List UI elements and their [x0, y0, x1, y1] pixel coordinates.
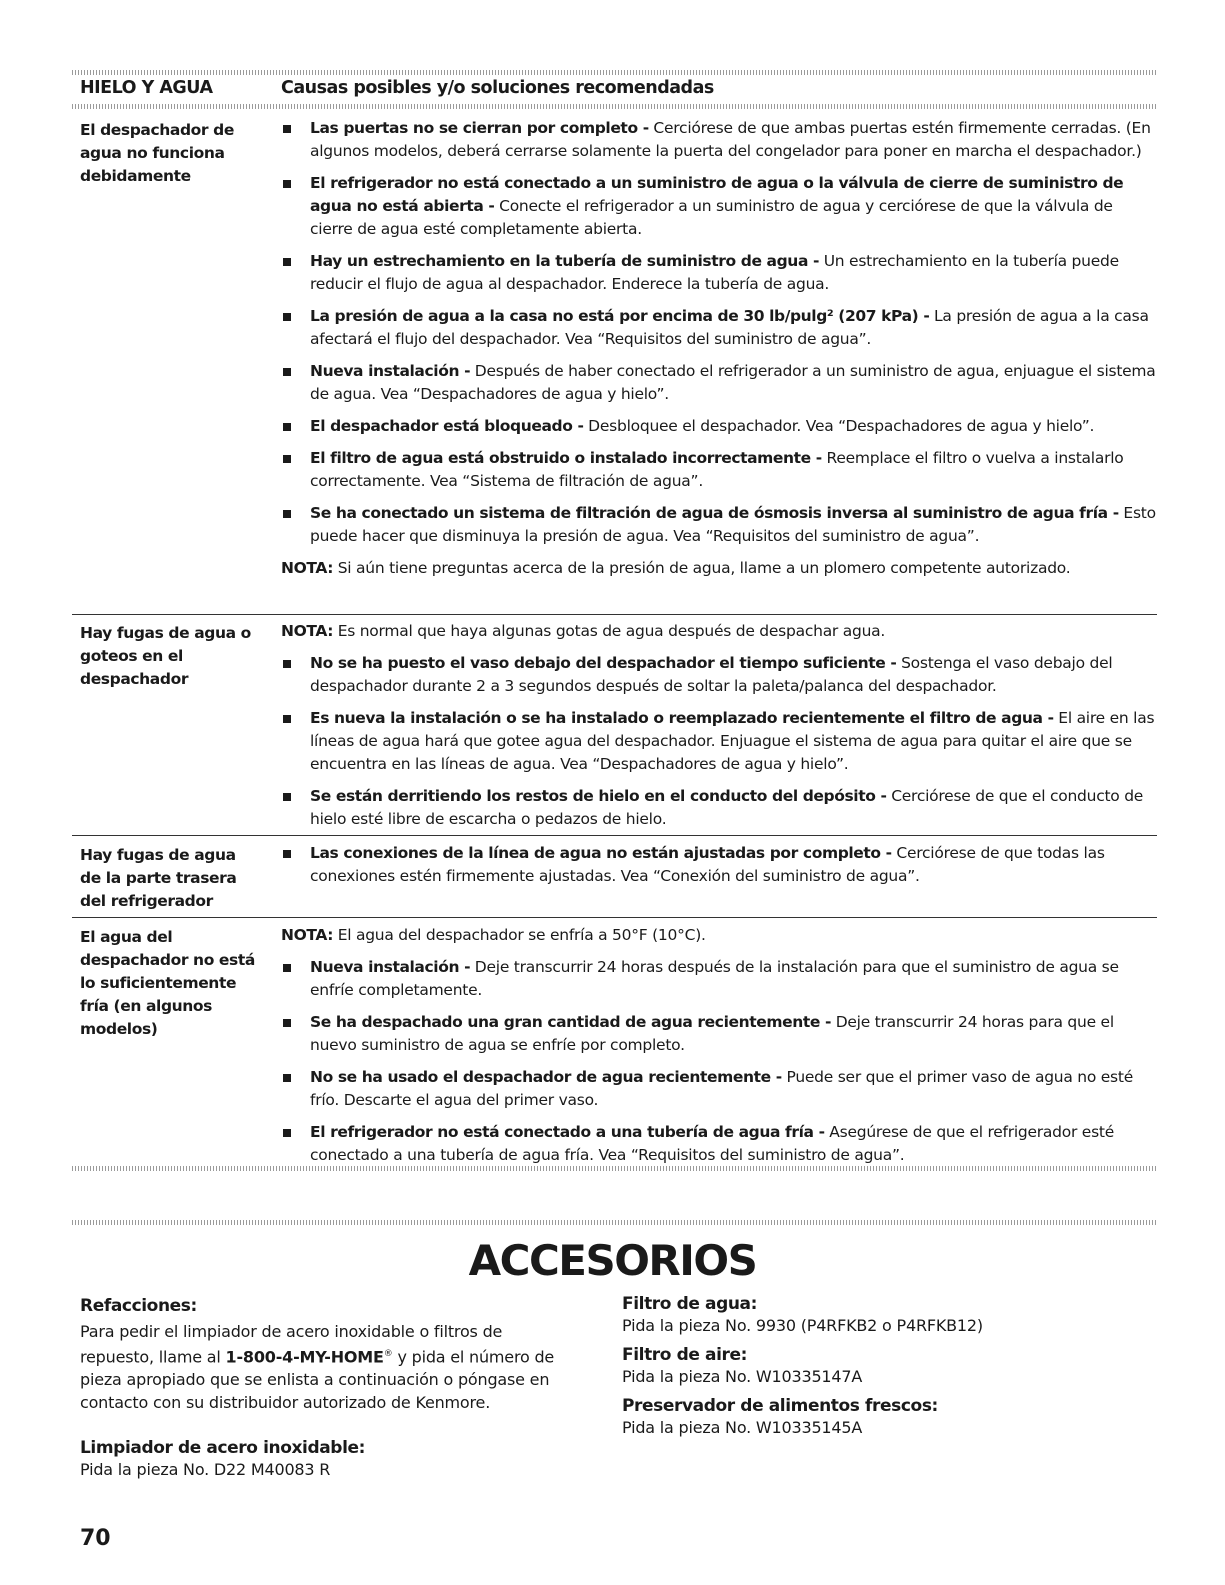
- solution-item: [281, 250, 1157, 296]
- solution-text: Cerciórese de que ambas puertas estén firmemente cerradas. (En algunos modelos, deberá cerrarse solamente la puerta del congelador para poner en marcha el despachador.): [310, 119, 1151, 160]
- cause-label: Se ha despachado una gran cantidad de agua recientemente -: [310, 1013, 832, 1031]
- cause-label: Las conexiones de la línea de agua no están ajustadas por completo -: [310, 844, 892, 862]
- symptom-label: El despachador de agua no funciona debidamente: [80, 121, 234, 185]
- solution-text: Puede ser que el primer vaso de agua no esté frío. Descarte el agua del primer vaso.: [310, 1068, 1133, 1109]
- solution-text: Es normal que haya algunas gotas de agua después de despachar agua.: [333, 622, 886, 640]
- cause-label: Nueva instalación -: [310, 362, 471, 380]
- solution-item: [281, 415, 1157, 438]
- filtro-agua-title: Filtro de agua:: [622, 1294, 758, 1314]
- section-divider: [72, 835, 1157, 836]
- solution-text: Reemplace el filtro o vuelva a instalarlo correctamente. Vea “Sistema de filtración de agua”.: [310, 449, 1124, 490]
- solution-text: Deje transcurrir 24 horas para que el nuevo suministro de agua se enfríe por completo.: [310, 1013, 1114, 1054]
- solutions: [281, 620, 1157, 840]
- solution-item: [281, 652, 1157, 698]
- cause-label: No se ha usado el despachador de agua recientemente -: [310, 1068, 782, 1086]
- solution-text: Cerciórese de que todas las conexiones estén firmemente ajustadas. Vea “Conexión del suministro de agua”.: [310, 844, 1105, 885]
- solution-text: Deje transcurrir 24 horas después de la instalación para que el suministro de agua se enfríe completamente.: [310, 958, 1119, 999]
- note-label: NOTA:: [281, 559, 334, 577]
- solution-item: [281, 1121, 1157, 1167]
- phone-number: 1-800-4-MY-HOME: [225, 1347, 384, 1367]
- table-bottom-rule: [72, 1166, 1157, 1171]
- limpiador-text: Pida la pieza No. D22 M40083 R: [80, 1460, 331, 1479]
- solution-text: La presión de agua a la casa afectará el flujo del despachador. Vea “Requisitos del suministro de agua”.: [310, 307, 1149, 348]
- solution-item: [281, 1066, 1157, 1112]
- cause-label: No se ha puesto el vaso debajo del despachador el tiempo suficiente -: [310, 654, 897, 672]
- solution-item: [281, 502, 1157, 548]
- refacciones-title: Refacciones:: [80, 1296, 197, 1316]
- header-rule: [72, 104, 1157, 109]
- preservador-title: Preservador de alimentos frescos:: [622, 1396, 938, 1416]
- solution-item: [281, 172, 1157, 241]
- cause-label: El filtro de agua está obstruido o instalado incorrectamente -: [310, 449, 822, 467]
- solution-text: Si aún tiene preguntas acerca de la presión de agua, llame a un plomero competente autorizado.: [333, 559, 1071, 577]
- top-rule: [72, 70, 1157, 75]
- solution-item: [281, 447, 1157, 493]
- solution-text: El agua del despachador se enfría a 50°F (10°C).: [333, 926, 706, 944]
- limpiador-block: [80, 1438, 560, 1481]
- filtro-agua-text: Pida la pieza No. 9930 (P4RFKB2 o P4RFKB12): [622, 1316, 983, 1335]
- solution-text: Sostenga el vaso debajo del despachador durante 2 a 3 segundos después de soltar la paleta/palanca del despachador.: [310, 654, 1113, 695]
- refacciones-text: Para pedir el limpiador de acero inoxidable o filtros de repuesto, llame al 1-800-4-MY-HOME® y pida el número de pieza apropiado que se enlista a continuación o póngase en contacto con su distribuidor autorizado de Kenmore.: [80, 1322, 555, 1413]
- note-label: NOTA:: [281, 622, 334, 640]
- solution-text: Asegúrese de que el refrigerador esté conectado a una tubería de agua fría. Vea “Requisitos del suministro de agua”.: [310, 1123, 1115, 1164]
- solution-item: [281, 785, 1157, 831]
- solution-text: Conecte el refrigerador a un suministro de agua y cerciórese de que la válvula de cierre de agua esté completamente abierta.: [310, 197, 1113, 238]
- solution-text: Cerciórese de que el conducto de hielo esté libre de escarcha o pedazos de hielo.: [310, 787, 1144, 828]
- filtro-aire-title: Filtro de aire:: [622, 1345, 748, 1365]
- limpiador-title: Limpiador de acero inoxidable:: [80, 1438, 366, 1458]
- cause-label: Las puertas no se cierran por completo -: [310, 119, 649, 137]
- note-item: [281, 924, 1157, 947]
- refacciones-block: [80, 1296, 560, 1414]
- filtros-block: [622, 1294, 1142, 1439]
- solution-item: [281, 360, 1157, 406]
- solution-item: [281, 842, 1157, 888]
- header-causes: Causas posibles y/o soluciones recomendadas: [281, 78, 714, 98]
- solution-item: [281, 305, 1157, 351]
- solution-text: Esto puede hacer que disminuya la presión de agua. Vea “Requisitos del suministro de agua”.: [310, 504, 1156, 545]
- solutions: [281, 842, 1157, 897]
- solution-item: [281, 707, 1157, 776]
- note-item: [281, 557, 1157, 580]
- header-ice-water: HIELO Y AGUA: [80, 78, 213, 98]
- cause-label: El despachador está bloqueado -: [310, 417, 584, 435]
- accessories-top-rule: [72, 1220, 1157, 1225]
- solution-text: Después de haber conectado el refrigerador a un suministro de agua, enjuague el sistema de agua. Vea “Despachadores de agua y hielo”.: [310, 362, 1156, 403]
- cause-label: La presión de agua a la casa no está por encima de 30 lb/pulg² (207 kPa) -: [310, 307, 930, 325]
- solution-text: El aire en las líneas de agua hará que gotee agua del despachador. Enjuague el sistema de agua para quitar el aire que se encuentra en las líneas de agua. Vea “Despachadores de agua y hielo”.: [310, 709, 1155, 773]
- filtro-aire-text: Pida la pieza No. W10335147A: [622, 1367, 863, 1386]
- symptom-label: El agua del despachador no está lo suficientemente fría (en algunos modelos): [80, 928, 255, 1038]
- solution-item: [281, 956, 1157, 1002]
- solutions: [281, 117, 1157, 589]
- section-divider: [72, 614, 1157, 615]
- section-divider: [72, 917, 1157, 918]
- solution-text: Un estrechamiento en la tubería puede reducir el flujo de agua al despachador. Enderece la tubería de agua.: [310, 252, 1119, 293]
- solution-text: Desbloquee el despachador. Vea “Despachadores de agua y hielo”.: [583, 417, 1095, 435]
- cause-label: Se están derritiendo los restos de hielo en el conducto del depósito -: [310, 787, 887, 805]
- note-label: NOTA:: [281, 926, 334, 944]
- cause-label: El refrigerador no está conectado a una tubería de agua fría -: [310, 1123, 825, 1141]
- symptom-label: Hay fugas de agua o goteos en el despachador: [80, 624, 251, 688]
- cause-label: El refrigerador no está conectado a un suministro de agua o la válvula de cierre de suministro de agua no está abierta -: [310, 174, 1124, 215]
- solutions: [281, 924, 1157, 1176]
- cause-label: Nueva instalación -: [310, 958, 471, 976]
- solution-item: [281, 1011, 1157, 1057]
- note-item: [281, 620, 1157, 643]
- cause-label: Se ha conectado un sistema de filtración de agua de ósmosis inversa al suministro de agua fría -: [310, 504, 1119, 522]
- cause-label: Es nueva la instalación o se ha instalado o reemplazado recientemente el filtro de agua -: [310, 709, 1054, 727]
- accessories-title: ACCESORIOS: [468, 1236, 757, 1285]
- solution-item: [281, 117, 1157, 163]
- page-number: 70: [80, 1526, 111, 1551]
- symptom-label: Hay fugas de agua de la parte trasera del refrigerador: [80, 846, 237, 910]
- preservador-text: Pida la pieza No. W10335145A: [622, 1418, 863, 1437]
- cause-label: Hay un estrechamiento en la tubería de suministro de agua -: [310, 252, 820, 270]
